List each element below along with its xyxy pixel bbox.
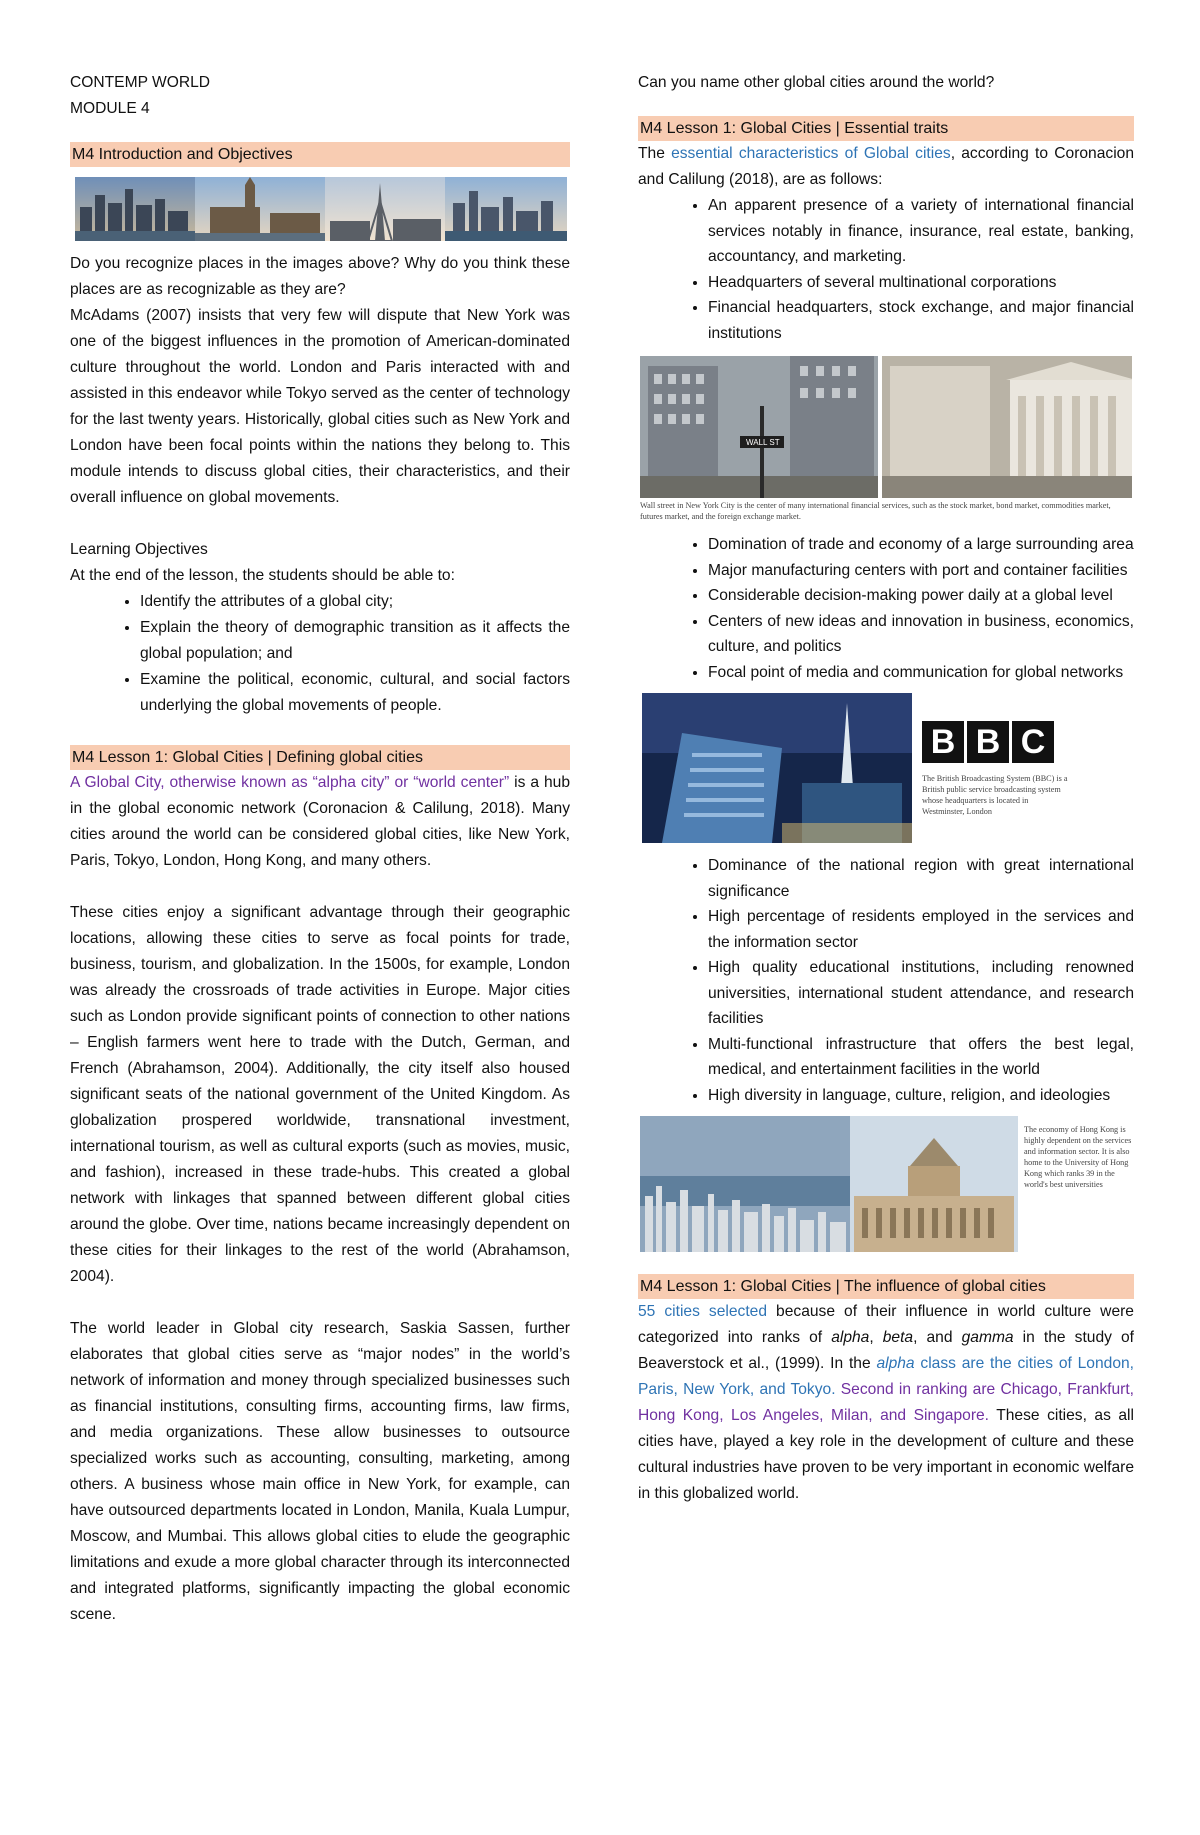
influence-text: These cities, as all cities have, played a key role in the development of culture and these cultural industries have proven to be very important in economic welfare in this globalized world. <box>638 1407 1134 1502</box>
influence-text: in the study of Beaverstock et al., (1999). In the <box>638 1329 1134 1372</box>
module-label: MODULE 4 <box>70 100 150 117</box>
traits-intro-text: The <box>638 145 672 162</box>
bbc-logo-block: B <box>922 721 964 763</box>
bbc-caption: The British Broadcasting System (BBC) is a British public service broadcasting system whose headquarters is located in Westminster, London <box>922 774 1068 816</box>
list-item: • Headquarters of several multinational corporations <box>708 270 1134 296</box>
global-cities-question: Can you name other global cities around the world? <box>638 74 995 91</box>
list-item: • Identify the attributes of a global city; <box>140 589 570 615</box>
definition-paragraph <box>70 770 570 874</box>
wall-street-photo <box>640 356 1132 498</box>
hong-kong-photo <box>640 1116 1018 1252</box>
list-item: • High percentage of residents employed in the services and the information sector <box>708 904 1134 955</box>
alpha-term: alpha <box>831 1329 870 1346</box>
objectives-list <box>70 589 570 719</box>
second-rank-cities: Second in ranking are Chicago, Frankfurt, Hong Kong, Los Angeles, Milan, and Singapore. <box>638 1381 1134 1424</box>
cities-selected-link: 55 cities selected <box>638 1303 768 1320</box>
wall-street-image <box>640 356 1132 498</box>
hong-kong-image <box>640 1116 1018 1252</box>
bbc-building-image <box>642 693 912 843</box>
list-item: • High quality educational institutions, including renowned universities, international student attendance, and research facilities <box>708 955 1134 1032</box>
list-item: • Dominance of the national region with great international significance <box>708 853 1134 904</box>
defining-heading: M4 Lesson 1: Global Cities | Defining global cities <box>70 745 570 770</box>
left-column <box>70 70 570 1628</box>
list-item: • High diversity in language, culture, religion, and ideologies <box>708 1083 1134 1109</box>
influence-text: , and <box>913 1329 962 1346</box>
objectives-title: Learning Objectives <box>70 541 208 558</box>
hong-kong-caption: The economy of Hong Kong is highly dependent on the services and information sector. It is also home to the University of Hong Kong which ranks 39 in the world's best universities <box>1024 1125 1132 1189</box>
list-item: • Major manufacturing centers with port and container facilities <box>708 558 1134 584</box>
gamma-term: gamma <box>961 1329 1014 1346</box>
list-item: • Focal point of media and communication for global networks <box>708 660 1134 686</box>
traits-list <box>638 532 1134 685</box>
hong-kong-figure <box>640 1116 1132 1252</box>
influence-text: because of their influence in world culture were categorized into ranks of <box>638 1303 1134 1346</box>
alpha-class-term: alpha <box>876 1355 915 1372</box>
objectives-intro: At the end of the lesson, the students should be able to: <box>70 567 455 584</box>
traits-link: essential characteristics of Global cities <box>671 145 951 162</box>
list-item: • An apparent presence of a variety of international financial services notably in finance, insurance, real estate, banking, accountancy, and marketing. <box>708 193 1134 270</box>
course-title: CONTEMP WORLD <box>70 74 211 91</box>
definition-text: is a hub in the global economic network (Coronacion & Calilung, 2018). Many cities around the world can be considered global cities, like New York, Paris, Tokyo, London, Hong Kong, and many others. <box>70 774 570 869</box>
wall-street-caption: Wall street in New York City is the center of many international financial services, such as the stock market, bond market, commodities market, futures market, and the foreign exchange market. <box>640 501 1111 521</box>
bbc-logo-block: C <box>1012 721 1054 763</box>
influence-paragraph <box>638 1299 1134 1507</box>
list-item: • Domination of trade and economy of a large surrounding area <box>708 532 1134 558</box>
city-collage-image <box>75 177 567 241</box>
traits-list <box>638 853 1134 1108</box>
right-column <box>638 70 1134 1507</box>
intro-paragraph: McAdams (2007) insists that very few will dispute that New York was one of the biggest influences in the promotion of American-dominated culture throughout the world. London and Paris interacted with and assisted in this endeavor while Tokyo served as the center of technology for the last twenty years. Historically, global cities such as New York and London have been focal points within the nations they belong to. This module intends to discuss global cities, their characteristics, and their overall influence on global movements. <box>70 307 570 506</box>
wall-street-sign: WALL ST <box>746 438 780 447</box>
beta-term: beta <box>882 1329 914 1346</box>
list-item: • Financial headquarters, stock exchange, and major financial institutions <box>708 295 1134 346</box>
intro-heading: M4 Introduction and Objectives <box>70 142 570 167</box>
alpha-cities: class are the cities of London, Paris, New York, and Tokyo. <box>638 1355 1134 1398</box>
city-skyline-illustration <box>75 177 567 241</box>
list-item: • Examine the political, economic, cultural, and social factors underlying the global movements of people. <box>140 667 570 719</box>
list-item: • Centers of new ideas and innovation in business, economics, culture, and politics <box>708 609 1134 660</box>
bbc-logo-block: B <box>967 721 1009 763</box>
list-item: • Multi-functional infrastructure that offers the best legal, medical, and entertainment facilities in the world <box>708 1032 1134 1083</box>
traits-heading: M4 Lesson 1: Global Cities | Essential traits <box>638 116 1134 141</box>
global-city-definition: A Global City, otherwise known as “alpha city” or “world center” <box>70 774 510 791</box>
geography-paragraph: These cities enjoy a significant advantage through their geographic locations, allowing these cities to serve as focal points for trade, business, tourism, and globalization. In the 1500s, for example, London was already the crossroads of trade activities in Europe. Major cities such as London provide significant points of connection to other nations – English farmers went here to trade with the Dutch, German, and French (Abrahamson, 2004). Additionally, the city itself also housed significant seats of the national government of the United Kingdom. As globalization prospered worldwide, transnational investment, international tourism, as well as cultural exports (such as movies, music, and fashion), increased in these trade-hubs. This created a global network with linkages that spanned between different global cities around the globe. Over time, nations became increasingly dependent on these cities for their linkages to the rest of the world (Abrahamson, 2004). <box>70 904 570 1285</box>
list-item: • Considerable decision-making power daily at a global level <box>708 583 1134 609</box>
bbc-figure <box>642 693 1132 843</box>
traits-intro-text: , according to Coronacion and Calilung (2018), are as follows: <box>638 145 1135 188</box>
intro-question: Do you recognize places in the images above? Why do you think these places are as recognizable as they are? <box>70 255 570 298</box>
influence-text: , <box>869 1329 883 1346</box>
sassen-paragraph: The world leader in Global city research, Saskia Sassen, further elaborates that global cities serve as “major nodes” in the world’s network of information and money through specialized businesses such as financial institutions, consulting firms, accounting firms, law firms, and media organizations. These allow businesses to outsource specialized works such as accounting, consulting, marketing, among others. A business whose main office in New York, for example, can have outsourced departments located in London, Manila, Kuala Lumpur, Moscow, and Mumbai. This allows global cities to elude the geographic limitations and exude a more global character through its interconnected and integrated platforms, significantly impacting the global economic scene. <box>70 1320 570 1623</box>
list-item: • Explain the theory of demographic transition as it affects the global population; and <box>140 615 570 667</box>
influence-heading: M4 Lesson 1: Global Cities | The influence of global cities <box>638 1274 1134 1299</box>
bbc-headquarters-photo <box>642 693 912 843</box>
traits-intro <box>638 141 1134 193</box>
bbc-logo <box>922 721 1054 763</box>
traits-list <box>638 193 1134 346</box>
